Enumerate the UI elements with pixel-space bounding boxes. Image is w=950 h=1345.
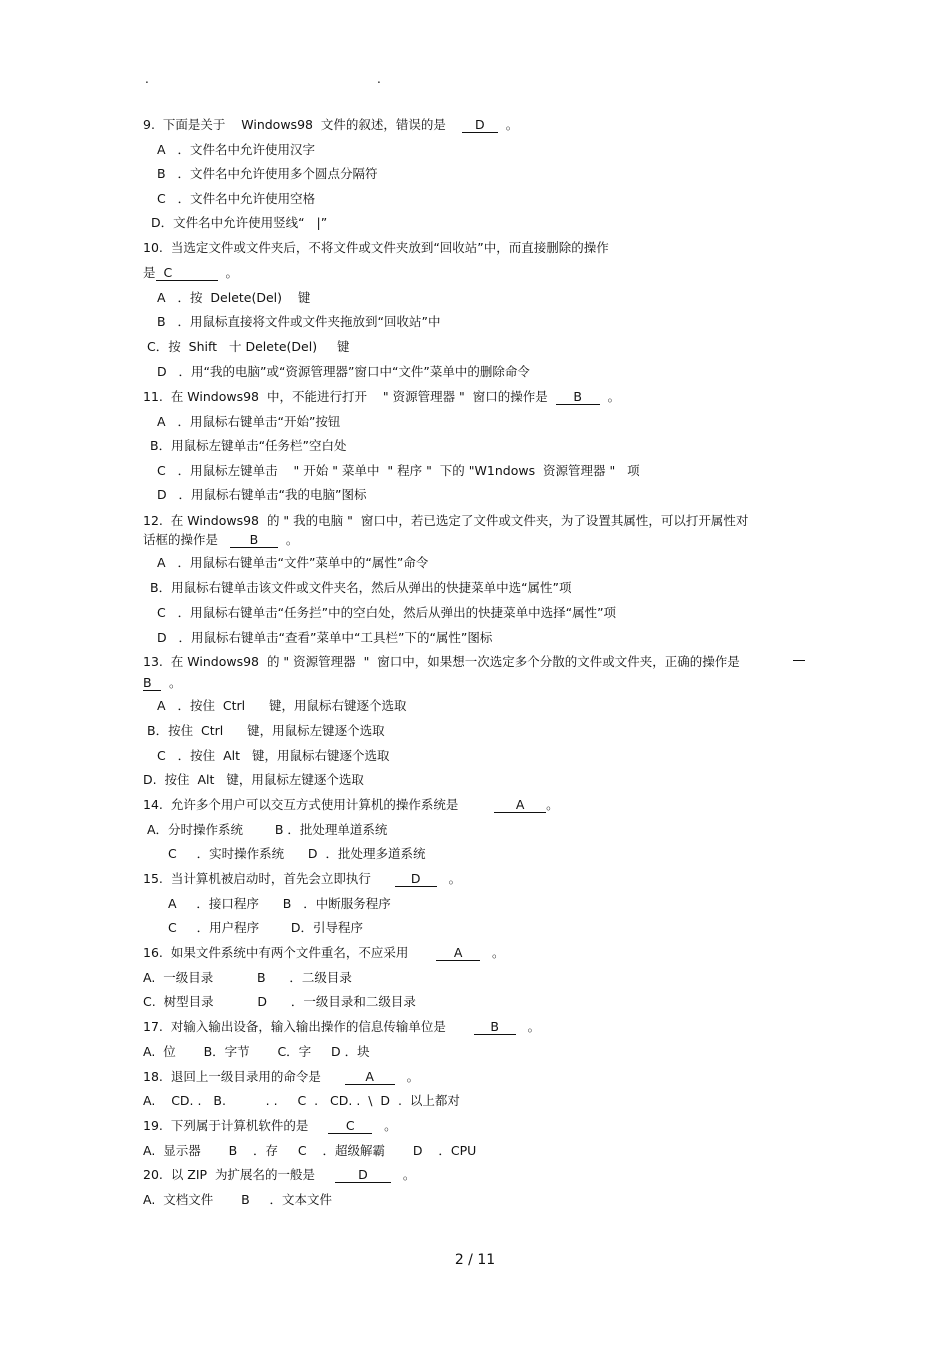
options-cd: C. 树型目录 D ．一级目录和二级目录 [143,994,416,1009]
option-c: C ．按住 Alt 键，用鼠标右键逐个选取 [157,748,390,763]
question-11: 11. 在 Windows98 中，不能进行打开 " 资源管理器 " 窗口的操作是 B 。 [143,389,621,404]
options-cd: C ．用户程序 D．引导程序 [168,920,364,935]
answer-blank: B [230,533,278,548]
option-a: A ．按 Delete(Del) 键 [157,290,311,305]
options-ab: A. 一级目录 B ．二级目录 [143,970,352,985]
header-dot-right: . [377,72,381,86]
option-b: B．用鼠标左键单击“任务栏”空白处 [150,438,347,453]
question-12-line1: 12. 在 Windows98 的 " 我的电脑 " 窗口中，若已选定了文件或文件夹，为了设置其属性，可以打开属性对 [143,513,749,528]
option-a: A ．用鼠标右键单击“文件”菜单中的“属性”命令 [157,555,429,570]
option-d: D ．用鼠标右键单击“我的电脑”图标 [157,487,367,502]
question-15: 15. 当计算机被启动时，首先会立即执行 D 。 [143,871,462,886]
options-ab: A．分时操作系统 B ．批处理单道系统 [147,822,388,837]
question-18: 18. 退回上一级目录用的命令是 A 。 [143,1069,420,1084]
answer-blank: B [474,1020,516,1035]
question-19: 19. 下列属于计算机软件的是 C 。 [143,1118,397,1133]
option-a: A ．用鼠标右键单击“开始”按钮 [157,414,341,429]
options: A. CD. . B. . . C . CD. . \ D . 以上都对 [143,1093,460,1108]
page-number: 2 / 11 [454,1252,496,1268]
question-17: 17. 对输入输出设备，输入输出操作的信息传输单位是 B 。 [143,1019,541,1034]
header-dot-left: . [145,72,149,86]
option-c: C ．用鼠标右键单击“任务拦”中的空白处，然后从弹出的快捷菜单中选择“属性”项 [157,605,617,620]
option-c: C ．文件名中允许使用空格 [157,191,316,206]
question-13-line1: 13. 在 Windows98 的 " 资源管理器 " 窗口中，如果想一次选定多个分散的文件或文件夹，正确的操作是 [143,654,740,669]
option-b: B．按住 Ctrl 键，用鼠标左键逐个选取 [147,723,385,738]
question-13-line2: B 。 [143,675,182,690]
option-c: C．按 Shift 十 Delete(Del) 键 [147,339,350,354]
options-ab: A ．接口程序 B ．中断服务程序 [168,896,391,911]
option-d: D ．用“我的电脑”或“资源管理器”窗口中“文件”菜单中的删除命令 [157,364,530,379]
question-12-line2: 话框的操作是 B 。 [143,532,299,547]
trailing-blank [793,660,805,661]
option-b: B ．文件名中允许使用多个圆点分隔符 [157,166,378,181]
question-10-line1: 10. 当选定文件或文件夹后，不将文件或文件夹放到“回收站”中，而直接删除的操作 [143,240,609,255]
answer-blank: C [328,1119,372,1134]
option-b: B ．用鼠标直接将文件或文件夹拖放到“回收站”中 [157,314,441,329]
question-9: 9. 下面是关于 Windows98 文件的叙述，错误的是 D 。 [143,117,519,132]
options-cd: C ．实时操作系统 D ．批处理多道系统 [168,846,426,861]
option-d: D. 按住 Alt 键，用鼠标左键逐个选取 [143,772,364,787]
answer-blank: B [556,390,600,405]
answer-blank: A [345,1070,395,1085]
options: A. 显示器 B ．存 C ．超级解霸 D ．CPU [143,1143,477,1158]
question-14: 14. 允许多个用户可以交互方式使用计算机的操作系统是 A 。 [143,797,559,812]
question-10-line2: 是 C 。 [143,265,238,280]
question-16: 16. 如果文件系统中有两个文件重名，不应采用 A 。 [143,945,505,960]
option-a: A ．文件名中允许使用汉字 [157,142,315,157]
answer-blank: D [462,118,498,133]
option-d: D ．用鼠标右键单击“查看”菜单中“工具栏”下的“属性”图标 [157,630,493,645]
answer-blank: A [494,798,546,813]
answer-blank: A [436,946,480,961]
answer-blank: D [335,1168,391,1183]
option-a: A ．按住 Ctrl 键，用鼠标右键逐个选取 [157,698,407,713]
answer-blank: B [143,676,161,691]
options: A. 位 B．字节 C．字 D ．块 [143,1044,370,1059]
option-c: C ．用鼠标左键单击 " 开始 " 菜单中 " 程序 " 下的 "W1ndows 资源管理器 " 项 [157,463,640,478]
question-20: 20. 以 ZIP 为扩展名的一般是 D 。 [143,1167,416,1182]
options: A. 文档文件 B ．文本文件 [143,1192,333,1207]
answer-blank: C [156,266,218,281]
answer-blank: D [395,872,437,887]
option-d: D．文件名中允许使用竖线“ |” [151,215,328,230]
option-b: B．用鼠标右键单击该文件或文件夹名，然后从弹出的快捷菜单中选“属性”项 [150,580,572,595]
